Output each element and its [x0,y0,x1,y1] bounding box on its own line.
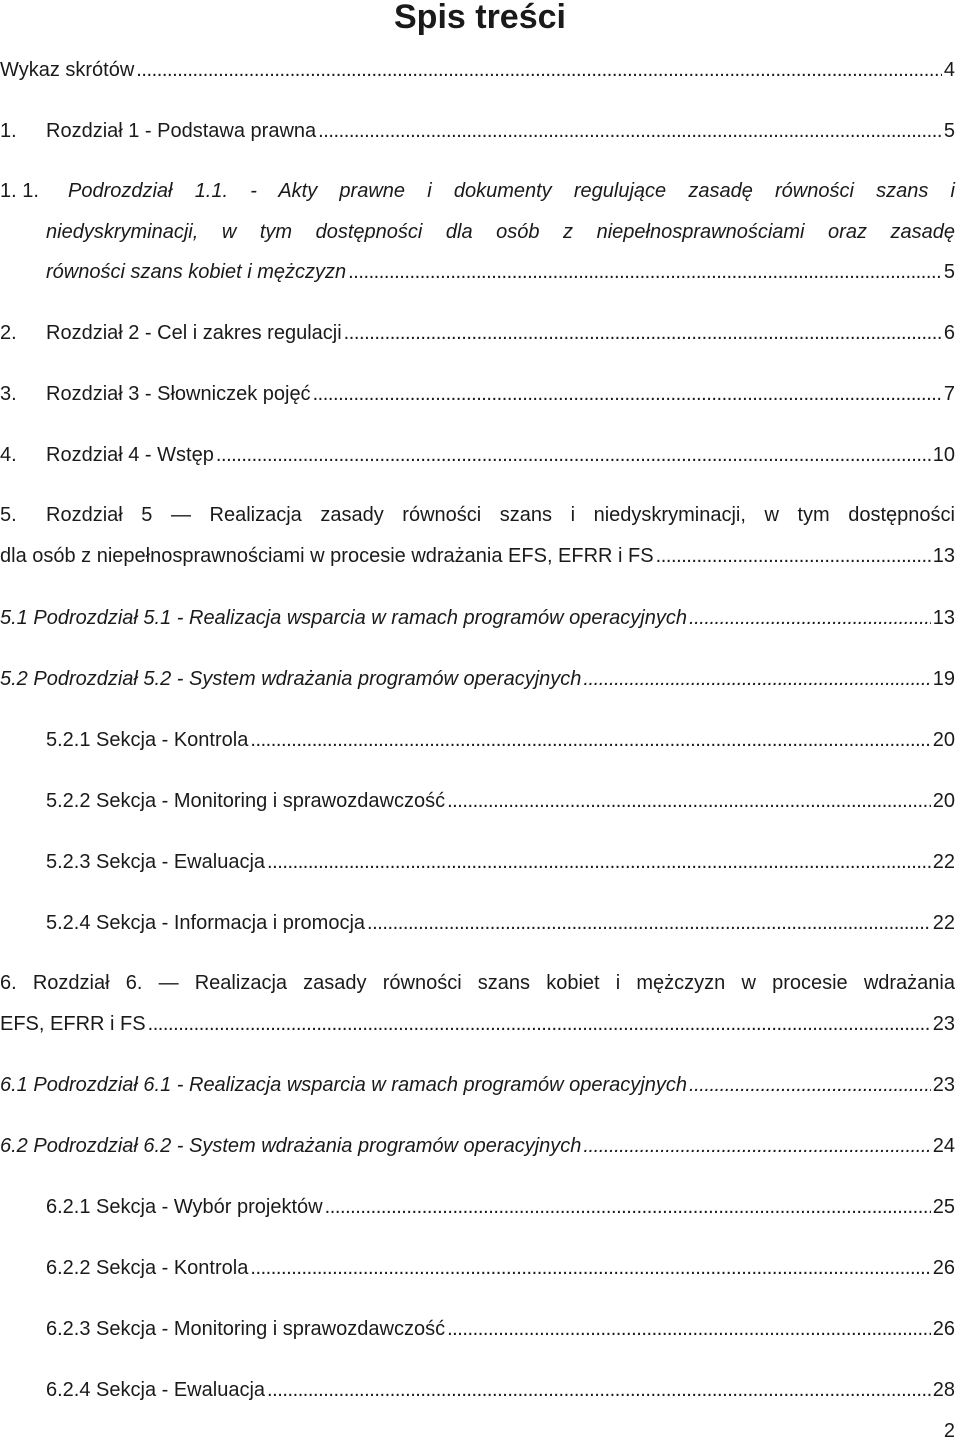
dot-leader [583,666,930,692]
toc-entry[interactable] [0,178,955,285]
dot-leader [447,1316,931,1342]
toc-entry-text: 5.1 Podrozdział 5.1 - Realizacja wsparcia w ramach programów operacyjnych [0,607,687,629]
page-footer-number: 2 [943,1420,955,1442]
toc-page-number: 25 [932,1196,955,1218]
toc-entry-text: Rozdział 1 - Podstawa prawna [46,120,317,142]
dot-leader [148,1011,931,1037]
dot-leader [267,1377,931,1403]
toc-page-number: 20 [932,729,955,751]
toc-entry[interactable] [46,849,955,875]
toc-entry[interactable] [46,1316,955,1342]
toc-entry-text: 5.2.4 Sekcja - Informacja i promocja [46,912,366,934]
toc-entry-text-line: równości szans kobiet i mężczyzn [46,261,347,283]
toc-entry-number: 1. [0,120,17,142]
toc-entry[interactable] [46,1255,955,1281]
toc-entry[interactable] [0,970,955,1037]
dot-leader [250,727,930,753]
dot-leader [689,605,931,631]
dot-leader [267,849,931,875]
toc-entry[interactable] [46,910,955,936]
dot-leader [136,57,942,83]
toc-entry[interactable] [0,320,955,346]
toc-entry[interactable] [46,788,955,814]
toc-entry[interactable] [46,727,955,753]
toc-entry-text: 6.1 Podrozdział 6.1 - Realizacja wsparcia w ramach programów operacyjnych [0,1074,687,1096]
toc-page-number: 28 [932,1379,955,1401]
dot-leader [318,118,942,144]
toc-page-number: 5 [943,261,955,283]
dot-leader [656,543,931,569]
toc-entry-text: 6.2.3 Sekcja - Monitoring i sprawozdawczość [46,1318,446,1340]
toc-entry-text: 5.2.3 Sekcja - Ewaluacja [46,851,266,873]
page-title: Spis treści [394,0,566,36]
toc-entry-text-line: Rozdział 5 — Realizacja zasady równości szans i niedyskryminacji, w tym dostępności [46,504,955,526]
toc-page-number: 26 [932,1318,955,1340]
toc-page-number: 26 [932,1257,955,1279]
toc-page-number: 22 [932,851,955,873]
toc-entry[interactable] [46,1377,955,1403]
toc-entry-text: 6.2.2 Sekcja - Kontrola [46,1257,249,1279]
toc-entry-number: 1. 1. [0,180,39,202]
toc-entry-text-line: dla osób z niepełnosprawnościami w procesie wdrażania EFS, EFRR i FS [0,545,654,567]
toc-entry-text: 5.2.2 Sekcja - Monitoring i sprawozdawczość [46,790,446,812]
toc-entry-text: 5.2 Podrozdział 5.2 - System wdrażania programów operacyjnych [0,668,582,690]
toc-entry-number: 4. [0,444,17,466]
toc-entry[interactable] [0,442,955,468]
toc-entry-text-line: 6. Rozdział 6. — Realizacja zasady równości szans kobiet i mężczyzn w procesie wdrażania [0,972,955,994]
toc-entry[interactable] [0,381,955,407]
dot-leader [367,910,931,936]
toc-entry[interactable] [0,1072,955,1098]
toc-page-number: 5 [943,120,955,142]
dot-leader [216,442,931,468]
toc-page-number: 23 [932,1074,955,1096]
toc-page-number: 7 [943,383,955,405]
dot-leader [689,1072,931,1098]
dot-leader [348,259,942,285]
toc-entry-number: 3. [0,383,17,405]
toc-entry[interactable] [46,1194,955,1220]
toc-page-number: 22 [932,912,955,934]
dot-leader [313,381,942,407]
dot-leader [344,320,942,346]
toc-entry-number: 2. [0,322,17,344]
toc-entry-text: Rozdział 3 - Słowniczek pojęć [46,383,311,405]
dot-leader [447,788,931,814]
toc-entry-text: Wykaz skrótów [0,59,135,81]
toc-entry[interactable] [0,1133,955,1159]
dot-leader [325,1194,931,1220]
toc-entry-text: 6.2.4 Sekcja - Ewaluacja [46,1379,266,1401]
dot-leader [583,1133,930,1159]
toc-page-number: 4 [943,59,955,81]
toc-page-number: 23 [932,1013,955,1035]
toc-page-number: 20 [932,790,955,812]
toc-page-number: 19 [932,668,955,690]
toc-page-number: 13 [932,545,955,567]
toc-entry-text-line: EFS, EFRR i FS [0,1013,146,1035]
toc-entry[interactable] [0,666,955,692]
toc-entry-text: 6.2 Podrozdział 6.2 - System wdrażania programów operacyjnych [0,1135,582,1157]
toc-entry[interactable] [0,502,955,569]
toc-entry-text: 6.2.1 Sekcja - Wybór projektów [46,1196,323,1218]
toc-entry-number: 5. [0,504,17,526]
dot-leader [250,1255,930,1281]
toc-page-number: 24 [932,1135,955,1157]
toc-page-number: 13 [932,607,955,629]
toc-entry-text: Rozdział 2 - Cel i zakres regulacji [46,322,342,344]
toc-entry-text-line: Podrozdział 1.1. - Akty prawne i dokumenty regulujące zasadę równości szans i [68,180,955,202]
toc-page-number: 10 [932,444,955,466]
toc-entry-text: 5.2.1 Sekcja - Kontrola [46,729,249,751]
toc-page-number: 6 [943,322,955,344]
toc-entry[interactable] [0,118,955,144]
toc-entry[interactable] [0,57,955,83]
toc-entry-text: Rozdział 4 - Wstęp [46,444,214,466]
toc-entry-text-line: niedyskryminacji, w tym dostępności dla osób z niepełnosprawnościami oraz zasadę [46,221,955,243]
toc-entry[interactable] [0,605,955,631]
